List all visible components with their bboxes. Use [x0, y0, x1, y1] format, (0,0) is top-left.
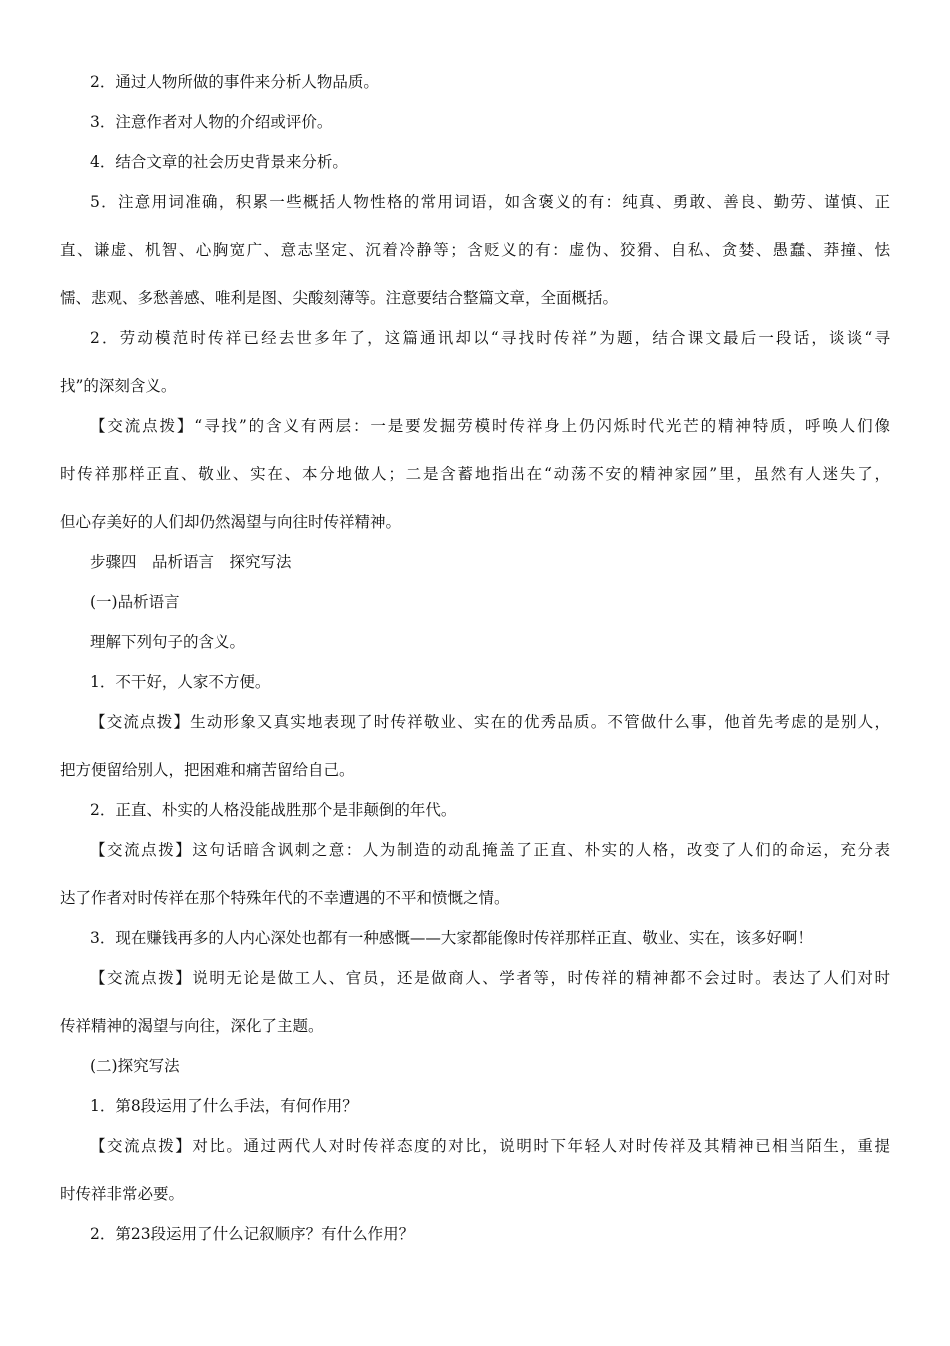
method-item-4: 4．结合文章的社会历史背景来分析。: [90, 153, 348, 171]
sentence-2-answer-line-2: 达了作者对时传祥在那个特殊年代的不幸遭遇的不平和愤慨之情。: [60, 889, 510, 907]
method-item-3: 3．注意作者对人物的介绍或评价。: [90, 113, 333, 131]
section-2-heading: (二)探究写法: [90, 1057, 180, 1075]
answer-2-line-2: 时传祥那样正直、敬业、实在、本分地做人；二是含蓄地指出在“动荡不安的精神家园”里，虽然有人迷失了，: [60, 465, 890, 483]
method-item-5-line-3: 懦、悲观、多愁善感、唯利是图、尖酸刻薄等。注意要结合整篇文章，全面概括。: [60, 289, 619, 307]
sentence-2: 2．正直、朴实的人格没能战胜那个是非颠倒的年代。: [90, 801, 457, 819]
sentence-1-answer-line-1: 【交流点拨】生动形象又真实地表现了时传祥敬业、实在的优秀品质。不管做什么事，他首先考虑的是别人，: [90, 713, 890, 731]
sentence-3-answer-line-2: 传祥精神的渴望与向往，深化了主题。: [60, 1017, 324, 1035]
writing-question-1: 1．第8段运用了什么手法，有何作用？: [90, 1097, 358, 1115]
step-four-heading: 步骤四 品析语言 探究写法: [90, 553, 292, 571]
question-2-line-2: 找”的深刻含义。: [60, 377, 177, 395]
sentence-3: 3．现在赚钱再多的人内心深处也都有一种感慨——大家都能像时传祥那样正直、敬业、实在，该多好啊！: [90, 929, 813, 947]
sentence-2-answer-line-1: 【交流点拨】这句话暗含讽刺之意：人为制造的动乱掩盖了正直、朴实的人格，改变了人们的命运，充分表: [90, 841, 890, 859]
section-1-intro: 理解下列句子的含义。: [90, 633, 246, 651]
method-item-2: 2．通过人物所做的事件来分析人物品质。: [90, 73, 379, 91]
method-item-5-line-2: 直、谦虚、机智、心胸宽广、意志坚定、沉着冷静等；含贬义的有：虚伪、狡猾、自私、贪婪、愚蠢、莽撞、怯: [60, 241, 890, 259]
question-2-line-1: 2．劳动模范时传祥已经去世多年了，这篇通讯却以“寻找时传祥”为题，结合课文最后一段话，谈谈“寻: [90, 329, 890, 347]
method-item-5-line-1: 5．注意用词准确，积累一些概括人物性格的常用词语，如含褒义的有：纯真、勇敢、善良、勤劳、谨慎、正: [90, 193, 890, 211]
answer-2-line-3: 但心存美好的人们却仍然渴望与向往时传祥精神。: [60, 513, 402, 531]
writing-question-2: 2．第23段运用了什么记叙顺序？有什么作用？: [90, 1225, 415, 1243]
answer-2-line-1: 【交流点拨】“寻找”的含义有两层：一是要发掘劳模时传祥身上仍闪烁时代光芒的精神特质，呼唤人们像: [90, 417, 890, 435]
sentence-3-answer-line-1: 【交流点拨】说明无论是做工人、官员，还是做商人、学者等，时传祥的精神都不会过时。表达了人们对时: [90, 969, 890, 987]
section-1-heading: (一)品析语言: [90, 593, 180, 611]
sentence-1: 1．不干好，人家不方便。: [90, 673, 271, 691]
sentence-1-answer-line-2: 把方便留给别人，把困难和痛苦留给自己。: [60, 761, 355, 779]
writing-answer-1-line-1: 【交流点拨】对比。通过两代人对时传祥态度的对比，说明时下年轻人对时传祥及其精神已相当陌生，重提: [90, 1137, 890, 1155]
writing-answer-1-line-2: 时传祥非常必要。: [60, 1185, 185, 1203]
